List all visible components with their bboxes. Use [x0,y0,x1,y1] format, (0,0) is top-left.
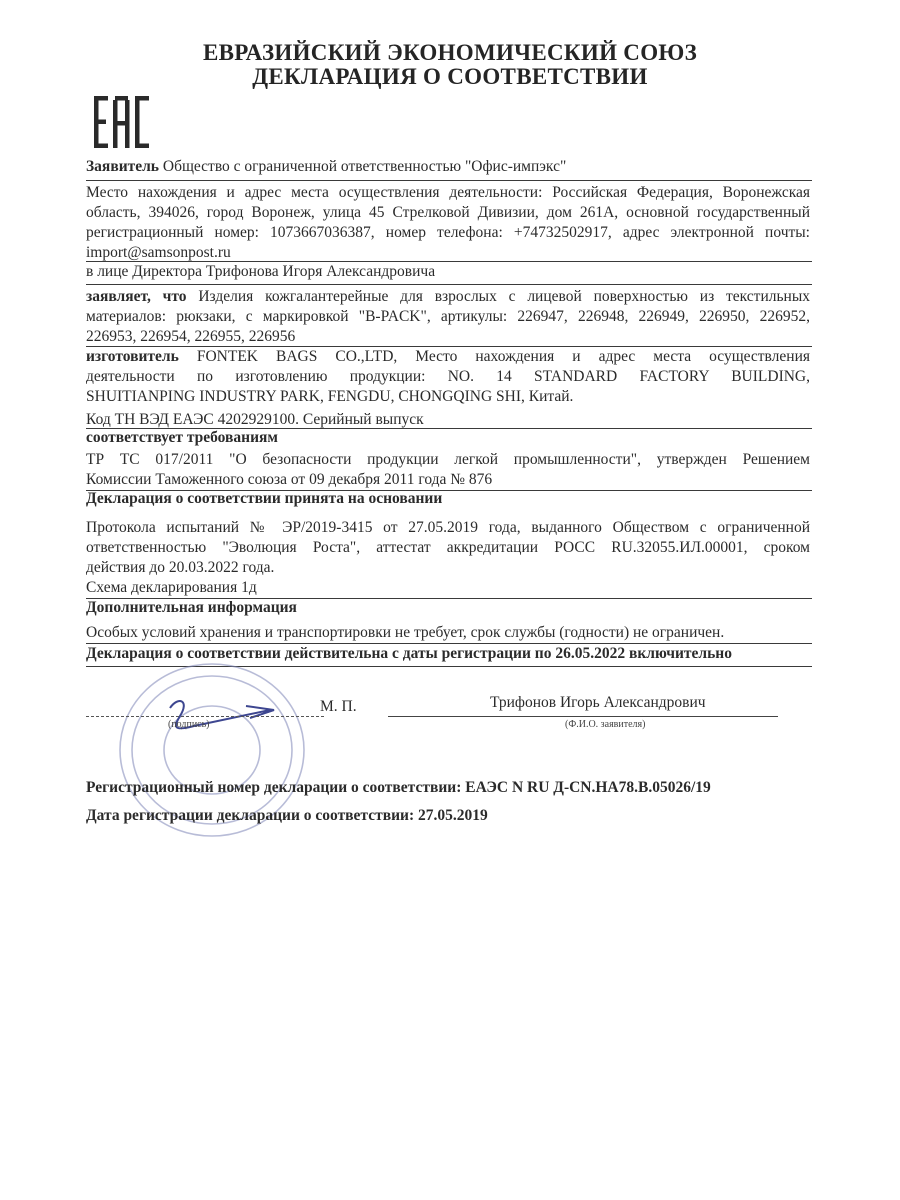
address-line: регистрационный номер: 1073667036387, номер телефона: +74732502917, адрес электронной почты: [86,224,810,241]
applicant-label: Заявитель [86,158,160,175]
stamp-place-label: М. П. [320,698,357,715]
product-line: Изделия кожгалантерейные для взрослых с лицевой поверхностью из текстильных [198,288,811,305]
requirements-block [86,450,810,490]
applicant-name: Общество с ограниченной ответственностью "Офис-импэкс" [162,158,567,175]
declares-block [86,287,810,347]
validity-line: Декларация о соответствии действительна с даты регистрации по 26.05.2022 включительно [86,645,732,662]
additional-text: Особых условий хранения и транспортировки не требует, срок службы (годности) не ограничен. [86,624,725,641]
registration-date: Дата регистрации декларации о соответствии: 27.05.2019 [86,807,488,824]
applicant-email: import@samsonpost.ru [86,244,231,261]
divider [86,284,812,285]
signature-line [86,716,324,717]
applicant-person: в лице Директора Трифонова Игоря Александровича [86,263,436,280]
manufacturer-line: FONTEK BAGS CO.,LTD, Место нахождения и адрес места осуществления [196,348,810,365]
basis-line: Протокола испытаний № ЭР/2019-3415 от 27.05.2019 года, выданного Обществом с ограниченной [86,519,810,536]
applicant-line [86,157,810,177]
basis-line: ответственностью "Эволюция Роста", аттестат аккредитации РОСС RU.32055.ИЛ.00001, сроком [86,539,810,556]
signer-name: Трифонов Игорь Александрович [490,694,706,711]
address-line: Место нахождения и адрес места осуществления деятельности: Российская Федерация, Воронежская [86,184,810,201]
basis-line: действия до 20.03.2022 года. [86,559,275,576]
signer-name-caption: (Ф.И.О. заявителя) [565,719,646,730]
requirement-line: ТР ТС 017/2011 "О безопасности продукции легкой промышленности", утвержден Решением [86,451,810,468]
signer-name-line [388,716,778,717]
product-line: 226953, 226954, 226955, 226956 [86,328,296,345]
manufacturer-line: SHUITIANPING INDUSTRY PARK, FENGDU, CHONGQING SHI, Китай. [86,388,574,405]
additional-label: Дополнительная информация [86,599,297,616]
declares-label: заявляет, что [86,288,187,305]
hs-code-line: Код ТН ВЭД ЕАЭС 4202929100. Серийный выпуск [86,411,424,428]
registration-number: Регистрационный номер декларации о соответствии: ЕАЭС N RU Д-CN.НА78.В.05026/19 [86,779,711,796]
address-line: область, 394026, город Воронеж, улица 45 Стрелковой Дивизии, дом 261А, основной государственный [86,204,810,221]
manufacturer-label: изготовитель [86,348,179,365]
divider [86,180,812,181]
basis-label: Декларация о соответствии принята на основании [86,490,443,507]
signature-caption: (подпись) [168,719,210,730]
product-line: материалов: рюкзаки, с маркировкой "B-PACK", артикулы: 226947, 226948, 226949, 226950, 226952, [86,308,810,325]
applicant-address [86,183,810,263]
manufacturer-line: деятельности по изготовлению продукции: NO. 14 STANDARD FACTORY BUILDING, [86,368,810,385]
scheme-line: Схема декларирования 1д [86,579,257,596]
basis-block [86,518,810,598]
manufacturer-block [86,347,810,430]
eac-logo [92,94,152,150]
requirements-label: соответствует требованиям [86,429,278,446]
declaration-title: ДЕКЛАРАЦИЯ О СООТВЕТСТВИИ [252,64,648,89]
requirement-line: Комиссии Таможенного союза от 09 декабря 2011 года № 876 [86,471,493,488]
signature-scribble [150,690,290,740]
union-title: ЕВРАЗИЙСКИЙ ЭКОНОМИЧЕСКИЙ СОЮЗ [202,40,698,65]
